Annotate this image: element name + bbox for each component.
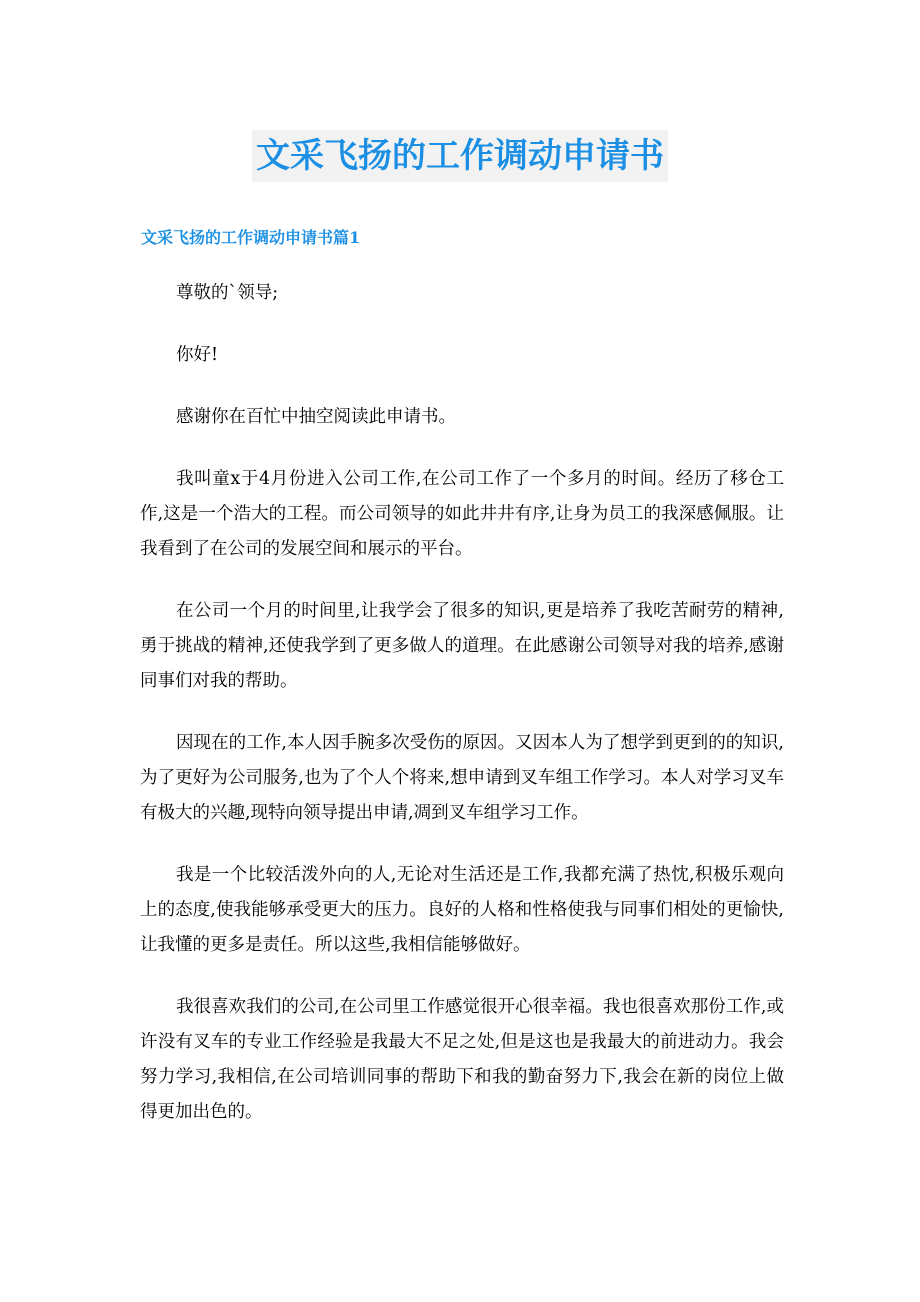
body-paragraph: 因现在的工作,本人因手腕多次受伤的原因。又因本人为了想学到更到的的知识,为了更好为公司服务,也为了个人个将来,想申请到叉车组工作学习。本人对学习叉车有极大的兴趣,现特向领导提出申请,凋到叉车组学习工作。 — [140, 733, 784, 823]
salutation: 尊敬的`领导; — [176, 283, 279, 303]
document-title — [0, 130, 920, 182]
section-heading: 文采飞扬的工作调动申请书篇1 — [141, 228, 361, 247]
body-paragraph: 我很喜欢我们的公司,在公司里工作感觉很开心很幸福。我也很喜欢那份工作,或许没有叉车的专业工作经验是我最大不足之处,但是这也是我最大的前进动力。我会努力学习,我相信,在公司培训同事的帮助下和我的勤奋努力下,我会在新的岗位上做得更加出色的。 — [140, 997, 784, 1122]
body-paragraph: 感谢你在百忙中抽空阅读此申请书。 — [176, 407, 456, 427]
body-paragraph: 我是一个比较活泼外向的人,无论对生活还是工作,我都充满了热忱,积极乐观向上的态度,使我能够承受更大的压力。良好的人格和性格使我与同事们相处的更愉快,让我懂的更多是责任。所以这些,我相信能够做好。 — [140, 865, 784, 955]
body-paragraph: 我叫童x于4月份进入公司工作,在公司工作了一个多月的时间。经历了移仓工作,这是一个浩大的工程。而公司领导的如此井井有序,让身为员工的我深感佩服。让我看到了在公司的发展空间和展示的平台。 — [140, 469, 784, 559]
body-paragraph: 在公司一个月的时间里,让我学会了很多的知识,更是培养了我吃苦耐劳的精神,勇于挑战的精神,还使我学到了更多做人的道理。在此感谢公司领导对我的培养,感谢同事们对我的帮助。 — [140, 601, 784, 691]
greeting: 你好! — [176, 345, 219, 365]
document-body — [140, 276, 784, 1157]
document-title-text: 文采飞扬的工作调动申请书 — [252, 130, 668, 182]
